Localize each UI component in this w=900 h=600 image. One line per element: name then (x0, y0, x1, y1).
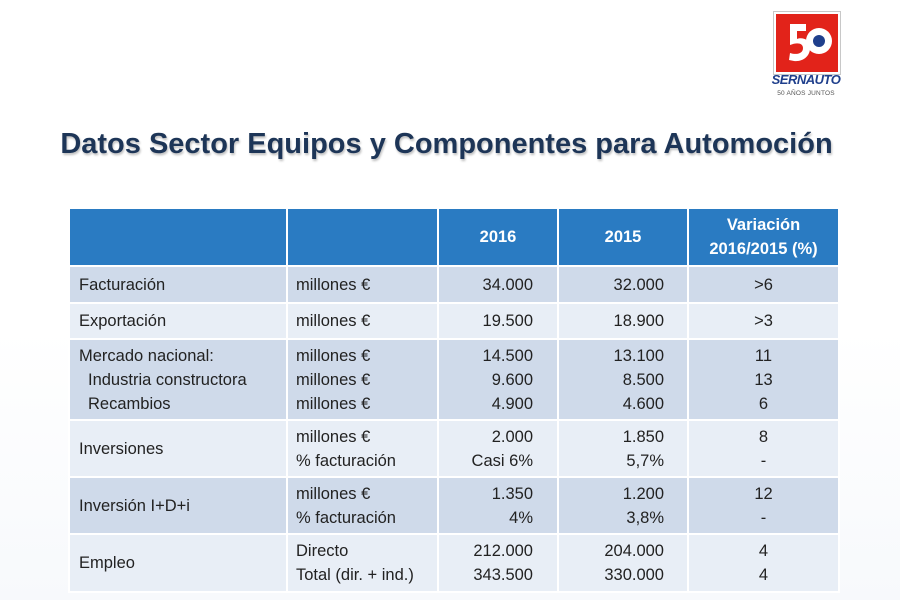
table-row (69, 420, 839, 477)
value-2015: 1.850 (622, 427, 664, 446)
row-unit: % facturación (296, 451, 396, 470)
value-variation: 4 (758, 566, 769, 584)
value-variation: - (760, 451, 767, 470)
row-sublabel: Industria constructora (88, 370, 247, 389)
logo-brand-name: SERNAUTO (771, 72, 841, 87)
value-variation: >6 (754, 275, 773, 294)
table-header-row (69, 208, 839, 266)
row-variation-cell (688, 266, 839, 303)
row-2015-cell (558, 420, 688, 477)
row-unit-cell (287, 534, 438, 592)
value-2016: 14.500 (482, 346, 533, 365)
value-2016: 9.600 (491, 370, 533, 389)
row-unit-cell (287, 303, 438, 339)
row-unit: millones € (296, 346, 371, 365)
row-2015-cell (558, 534, 688, 592)
row-label: Empleo (79, 554, 135, 572)
row-unit: Directo (296, 542, 349, 560)
row-unit: millones € (296, 394, 371, 413)
value-2016: 4% (509, 508, 533, 527)
logo-50-emblem (774, 12, 840, 74)
row-unit: Total (dir. + ind.) (296, 566, 414, 584)
value-2016: 19.500 (482, 312, 533, 330)
header-cell-2016: 2016 (438, 208, 558, 266)
row-2016-cell (438, 420, 558, 477)
header-cell-label (69, 208, 287, 266)
value-variation: 8 (758, 427, 769, 446)
header-cell-unit (287, 208, 438, 266)
row-unit-cell (287, 266, 438, 303)
value-2016: 1.350 (491, 484, 533, 503)
row-unit: millones € (296, 370, 371, 389)
row-unit: millones € (296, 312, 371, 330)
row-label-cell (69, 339, 287, 420)
page-title: Datos Sector Equipos y Componentes para Automoción (60, 128, 833, 160)
row-unit: millones € (296, 275, 371, 294)
row-variation-cell (688, 420, 839, 477)
row-sublabel: Recambios (88, 394, 171, 413)
value-variation: >3 (754, 312, 773, 330)
logo-tagline: 50 AÑOS JUNTOS (777, 90, 835, 97)
row-2016-cell (438, 339, 558, 420)
value-2016: 4.900 (491, 394, 533, 413)
header-cell-variation (688, 208, 839, 266)
row-unit-cell (287, 339, 438, 420)
row-label-cell (69, 266, 287, 303)
value-2016: 343.500 (473, 566, 533, 584)
table-row (69, 303, 839, 339)
value-2015: 13.100 (613, 346, 664, 365)
table-row (69, 266, 839, 303)
row-label: Facturación (79, 275, 166, 294)
row-2016-cell (438, 477, 558, 534)
row-label-cell (69, 477, 287, 534)
row-2016-cell (438, 303, 558, 339)
value-2015: 5,7% (626, 451, 664, 470)
value-variation: 13 (754, 370, 773, 389)
row-variation-cell (688, 339, 839, 420)
value-variation: - (760, 508, 767, 527)
row-unit: millones € (296, 484, 371, 503)
row-variation-cell (688, 534, 839, 592)
row-2015-cell (558, 303, 688, 339)
table-row (69, 477, 839, 534)
value-2015: 204.000 (604, 542, 664, 560)
row-unit: % facturación (296, 508, 396, 527)
row-label: Inversiones (79, 439, 164, 458)
value-variation: 12 (754, 484, 773, 503)
table-row (69, 534, 839, 592)
value-2016: 34.000 (482, 275, 533, 294)
row-label: Mercado nacional: (79, 346, 214, 365)
row-label-cell (69, 303, 287, 339)
value-2016: Casi 6% (471, 451, 533, 470)
value-variation: 4 (758, 542, 769, 560)
row-label-cell (69, 534, 287, 592)
value-2015: 18.900 (613, 312, 664, 330)
row-2015-cell (558, 339, 688, 420)
row-unit: millones € (296, 427, 371, 446)
row-label-cell (69, 420, 287, 477)
row-variation-cell (688, 303, 839, 339)
value-2015: 3,8% (626, 508, 664, 527)
value-variation: 6 (758, 394, 769, 413)
row-unit-cell (287, 477, 438, 534)
header-variation-line1: Variación (726, 216, 801, 234)
row-unit-cell (287, 420, 438, 477)
value-2016: 2.000 (491, 427, 533, 446)
value-2015: 330.000 (604, 566, 664, 584)
row-label: Exportación (79, 312, 167, 330)
value-2015: 32.000 (613, 275, 664, 294)
row-2016-cell (438, 534, 558, 592)
value-2015: 4.600 (622, 394, 664, 413)
row-2015-cell (558, 477, 688, 534)
row-2016-cell (438, 266, 558, 303)
row-label: Inversión I+D+i (79, 496, 190, 515)
sernauto-logo (764, 12, 848, 104)
value-variation: 11 (754, 346, 773, 365)
row-2015-cell (558, 266, 688, 303)
header-variation-line2: 2016/2015 (%) (709, 240, 818, 258)
value-2015: 1.200 (622, 484, 664, 503)
row-variation-cell (688, 477, 839, 534)
sector-data-table (68, 207, 840, 593)
header-cell-2015: 2015 (558, 208, 688, 266)
value-2015: 8.500 (622, 370, 664, 389)
value-2016: 212.000 (473, 542, 533, 560)
table-row (69, 339, 839, 420)
